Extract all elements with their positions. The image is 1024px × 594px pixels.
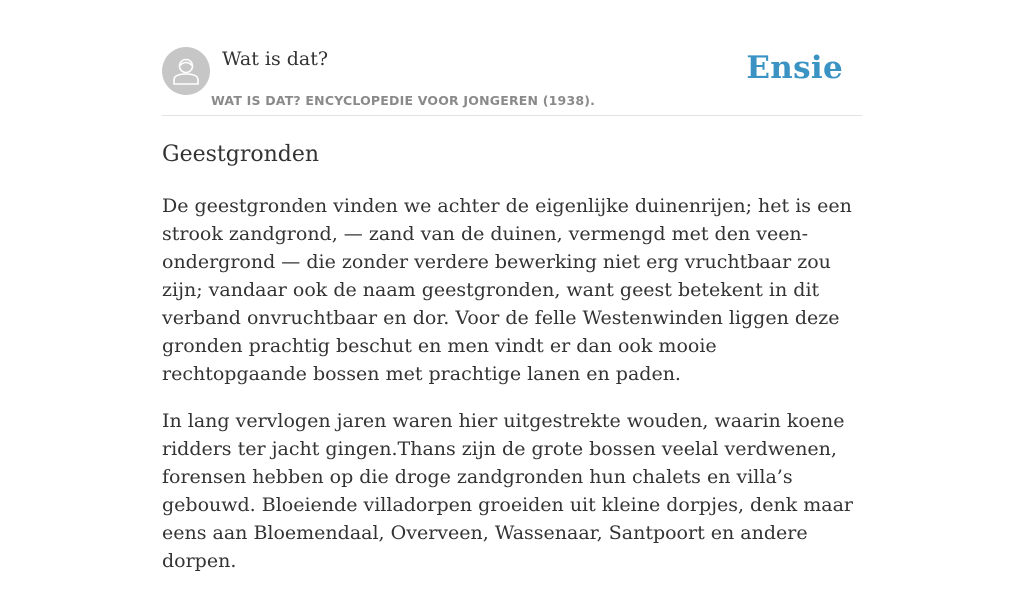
article-body: [162, 192, 862, 594]
source-citation: WAT IS DAT? ENCYCLOPEDIE VOOR JONGEREN (1938).: [211, 93, 596, 108]
ensie-logo[interactable]: Ensie: [746, 50, 843, 86]
article-header: [162, 46, 862, 116]
article-paragraph: In lang vervlogen jaren waren hier uitgestrekte wouden, waarin koene ridders ter jacht gingen.Thans zijn de grote bossen veelal verdwenen, forensen hebben op die droge zandgronden hun chalets en villa’s gebouwd. Bloeiende villadorpen groeiden uit kleine dorpjes, denk maar eens aan Bloemendaal, Overveen, Wassenaar, Santpoort en andere dorpen.: [162, 410, 854, 572]
user-icon: [162, 47, 210, 95]
article-paragraph: De geestgronden vinden we achter de eigenlijke duinenrijen; het is een strook zandgrond, — zand van de duinen, vermengd met den veen-ondergrond — die zonder verdere bewerking niet erg vruchtbaar zou zijn; vandaar ook de naam geestgronden, want geest betekent in dit verband onvruchtbaar en dor. Voor de felle Westenwinden liggen deze gronden prachtig beschut en men vindt er dan ook mooie rechtopgaande bossen met prachtige lanen en paden.: [162, 195, 852, 385]
article-title: Geestgronden: [162, 142, 320, 167]
author-name[interactable]: Wat is dat?: [222, 48, 329, 70]
author-avatar[interactable]: [162, 47, 210, 95]
